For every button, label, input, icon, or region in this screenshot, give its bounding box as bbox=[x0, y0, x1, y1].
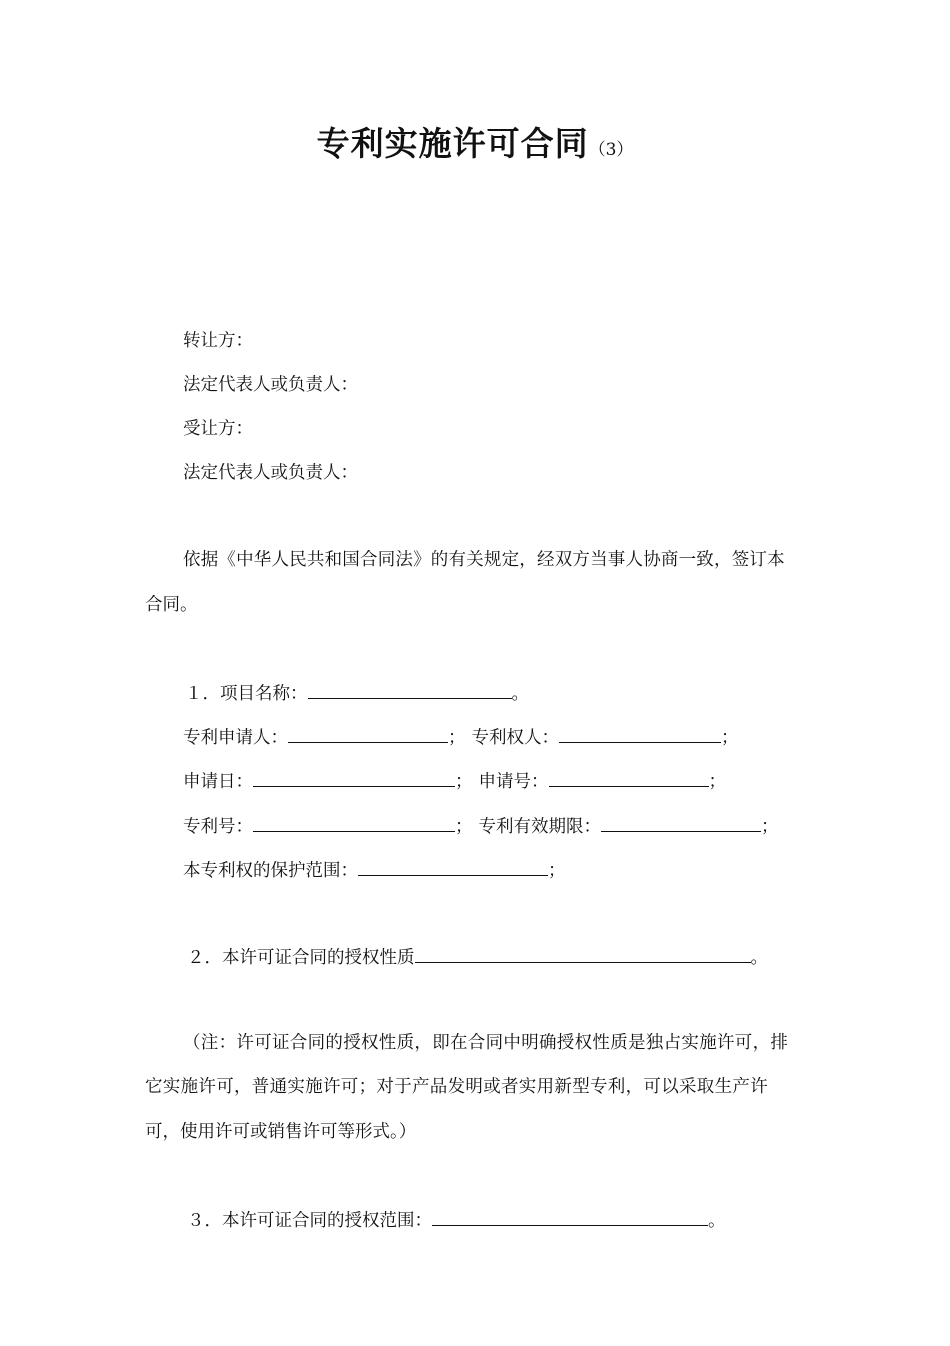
transferor-rep-label: 法定代表人或负责人： bbox=[183, 375, 358, 395]
application-date-row bbox=[183, 768, 726, 794]
transferee-label: 受让方： bbox=[183, 419, 253, 439]
preamble-line-1: 依据《中华人民共和国合同法》的有关规定，经双方当事人协商一致，签订本 bbox=[183, 550, 785, 570]
app-no-blank[interactable] bbox=[549, 768, 709, 787]
applicant-sep: ； bbox=[448, 728, 466, 748]
project-name-end: 。 bbox=[511, 684, 529, 704]
grant-nature-blank[interactable] bbox=[415, 944, 751, 963]
preamble-line-2: 合同。 bbox=[145, 595, 198, 615]
validity-blank[interactable] bbox=[601, 813, 761, 832]
validity-end: ； bbox=[761, 817, 779, 837]
protection-scope-row bbox=[183, 857, 566, 883]
section-2-grant-nature bbox=[187, 944, 768, 970]
grant-scope-blank[interactable] bbox=[432, 1207, 708, 1226]
patentee-label: 专利权人： bbox=[471, 728, 559, 748]
title-number: （3） bbox=[588, 140, 634, 160]
transferee-rep-label: 法定代表人或负责人： bbox=[183, 463, 358, 483]
grant-scope-label: ３．本许可证合同的授权范围： bbox=[187, 1211, 432, 1231]
app-date-label: 申请日： bbox=[183, 772, 253, 792]
note-line-2: 它实施许可，普通实施许可；对于产品发明或者实用新型专利，可以采取生产许 bbox=[145, 1077, 768, 1097]
patent-no-sep: ； bbox=[455, 817, 473, 837]
section-3-grant-scope bbox=[187, 1207, 726, 1233]
grant-nature-end: 。 bbox=[750, 948, 768, 968]
transferor-label: 转让方： bbox=[183, 331, 253, 351]
section-1-project-name bbox=[185, 680, 529, 706]
scope-label: 本专利权的保护范围： bbox=[183, 861, 358, 881]
app-no-label: 申请号： bbox=[478, 772, 549, 792]
app-no-end: ； bbox=[708, 772, 726, 792]
project-name-blank[interactable] bbox=[308, 680, 512, 699]
project-name-label: １．项目名称： bbox=[185, 684, 308, 704]
document-title bbox=[0, 118, 950, 165]
app-date-sep: ； bbox=[455, 772, 473, 792]
note-line-1: （注：许可证合同的授权性质，即在合同中明确授权性质是独占实施许可，排 bbox=[183, 1033, 789, 1053]
validity-label: 专利有效期限： bbox=[478, 817, 601, 837]
patentee-blank[interactable] bbox=[559, 724, 721, 743]
grant-nature-label: ２．本许可证合同的授权性质 bbox=[187, 948, 415, 968]
title-main: 专利实施许可合同 bbox=[316, 124, 589, 163]
patentee-end: ； bbox=[721, 728, 739, 748]
app-date-blank[interactable] bbox=[253, 768, 455, 787]
applicant-row bbox=[183, 724, 739, 750]
grant-scope-end: 。 bbox=[708, 1211, 726, 1231]
applicant-label: 专利申请人： bbox=[183, 728, 288, 748]
note-line-3: 可，使用许可或销售许可等形式。） bbox=[145, 1122, 417, 1142]
patent-number-row bbox=[183, 813, 779, 839]
patent-no-blank[interactable] bbox=[253, 813, 455, 832]
applicant-blank[interactable] bbox=[288, 724, 448, 743]
scope-end: ； bbox=[548, 861, 566, 881]
scope-blank[interactable] bbox=[358, 857, 548, 876]
patent-no-label: 专利号： bbox=[183, 817, 253, 837]
